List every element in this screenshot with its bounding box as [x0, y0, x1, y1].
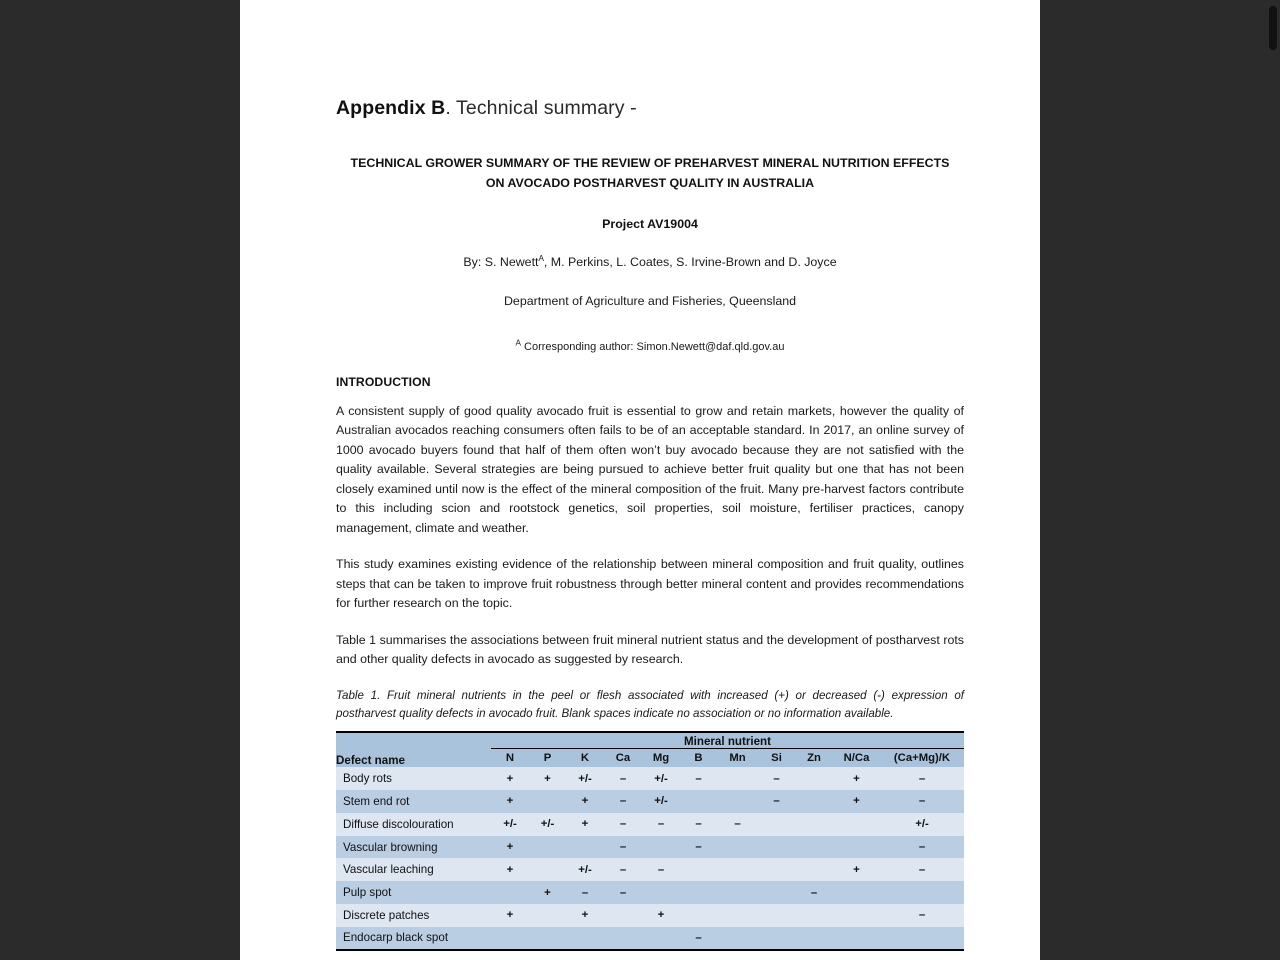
cell-p: [529, 790, 566, 813]
cell-n-ca: [833, 904, 880, 927]
cell-k: +/-: [566, 858, 604, 881]
column-header-mg: Mg: [642, 748, 680, 767]
page-content: [336, 0, 964, 951]
cell-p: [529, 836, 566, 859]
page-title: [336, 96, 964, 120]
cell-n-ca: +: [833, 767, 880, 790]
cell-ca-mg-k: –: [880, 904, 964, 927]
document-title-line-2: ON AVOCADO POSTHARVEST QUALITY IN AUSTRALIA: [485, 175, 815, 190]
cell-mn: [717, 836, 758, 859]
cell-ca: –: [604, 767, 642, 790]
cell-si: [758, 881, 795, 904]
corresponding-author-text: Corresponding author: Simon.Newett@daf.qld.gov.au: [520, 340, 785, 353]
cell-p: [529, 927, 566, 950]
document-title: [344, 154, 956, 192]
cell-n: +: [491, 904, 529, 927]
cell-b: –: [680, 767, 717, 790]
cell-b: [680, 858, 717, 881]
affiliation: Department of Agriculture and Fisheries, Queensland: [503, 293, 797, 308]
cell-mn: [717, 767, 758, 790]
cell-defect-name: Pulp spot: [336, 881, 491, 904]
cell-n-ca: +: [833, 858, 880, 881]
table-row: [336, 790, 964, 813]
cell-ca: –: [604, 836, 642, 859]
cell-mn: [717, 881, 758, 904]
appendix-label: Appendix B: [336, 97, 446, 119]
table-row: [336, 813, 964, 836]
cell-defect-name: Vascular browning: [336, 836, 491, 859]
cell-k: +: [566, 904, 604, 927]
cell-zn: [795, 904, 833, 927]
document-title-line-1: TECHNICAL GROWER SUMMARY OF THE REVIEW OF PREHARVEST MINERAL NUTRITION EFFECTS: [350, 156, 950, 171]
cell-k: [566, 836, 604, 859]
cell-defect-name: Vascular leaching: [336, 858, 491, 881]
cell-mg: [642, 881, 680, 904]
cell-ca: [604, 927, 642, 950]
column-header-n: N: [491, 748, 529, 767]
cell-b: –: [680, 927, 717, 950]
cell-ca-mg-k: –: [880, 858, 964, 881]
table-group-header-row: [336, 732, 964, 748]
cell-zn: [795, 858, 833, 881]
cell-ca-mg-k: –: [880, 836, 964, 859]
cell-zn: [795, 790, 833, 813]
table-row: [336, 904, 964, 927]
cell-zn: –: [795, 881, 833, 904]
cell-k: +/-: [566, 767, 604, 790]
cell-n: +/-: [491, 813, 529, 836]
cell-b: [680, 790, 717, 813]
column-header-p: P: [529, 748, 566, 767]
cell-mg: [642, 927, 680, 950]
cell-mg: +/-: [642, 767, 680, 790]
cell-mn: [717, 790, 758, 813]
cell-n: [491, 881, 529, 904]
cell-ca: –: [604, 813, 642, 836]
table-row: [336, 881, 964, 904]
cell-k: [566, 927, 604, 950]
cell-si: [758, 904, 795, 927]
column-header-n-ca: N/Ca: [833, 748, 880, 767]
author-byline: [336, 255, 964, 269]
corresponding-footnote-marker: A: [515, 338, 521, 348]
cell-k: –: [566, 881, 604, 904]
cell-n: +: [491, 790, 529, 813]
cell-n-ca: +: [833, 790, 880, 813]
cell-mg: –: [642, 858, 680, 881]
cell-zn: [795, 767, 833, 790]
cell-p: +/-: [529, 813, 566, 836]
cell-ca: –: [604, 858, 642, 881]
section-heading-introduction: INTRODUCTION: [336, 374, 431, 389]
cell-n: [491, 927, 529, 950]
table-head: [336, 732, 964, 767]
cell-n: +: [491, 858, 529, 881]
intro-paragraph-3: Table 1 summarises the associations between fruit mineral nutrient status and the development of postharvest rots and other quality defects in avocado as suggested by research.: [336, 632, 964, 666]
cell-n-ca: [833, 927, 880, 950]
column-header-ca: Ca: [604, 748, 642, 767]
cell-mg: –: [642, 813, 680, 836]
byline-footnote-marker: A: [538, 253, 544, 263]
cell-si: –: [758, 767, 795, 790]
appendix-title-rest: . Technical summary -: [445, 97, 637, 119]
column-header-mn: Mn: [717, 748, 758, 767]
cell-mn: [717, 927, 758, 950]
cell-defect-name: Discrete patches: [336, 904, 491, 927]
cell-defect-name: Stem end rot: [336, 790, 491, 813]
cell-b: [680, 881, 717, 904]
cell-n: +: [491, 767, 529, 790]
cell-defect-name: Body rots: [336, 767, 491, 790]
cell-mg: +: [642, 904, 680, 927]
cell-n-ca: [833, 813, 880, 836]
cell-n-ca: [833, 881, 880, 904]
cell-b: [680, 904, 717, 927]
project-code: Project AV19004: [602, 216, 698, 231]
cell-zn: [795, 813, 833, 836]
cell-si: [758, 927, 795, 950]
cell-zn: [795, 836, 833, 859]
cell-k: +: [566, 813, 604, 836]
cell-ca-mg-k: –: [880, 767, 964, 790]
column-header-si: Si: [758, 748, 795, 767]
table-row: [336, 858, 964, 881]
column-header-zn: Zn: [795, 748, 833, 767]
cell-mn: [717, 858, 758, 881]
cell-p: +: [529, 767, 566, 790]
cell-p: +: [529, 881, 566, 904]
cell-ca: –: [604, 790, 642, 813]
vertical-scrollbar[interactable]: [1266, 0, 1280, 960]
cell-si: [758, 836, 795, 859]
intro-paragraph-2: This study examines existing evidence of the relationship between mineral composition and fruit quality, outlines steps that can be taken to improve fruit robustness through better mineral content and provides recommendations for further research on the topic.: [336, 557, 964, 611]
cell-defect-name: Endocarp black spot: [336, 927, 491, 950]
table-body: [336, 767, 964, 949]
column-header-ca-mg-k: (Ca+Mg)/K: [880, 748, 964, 767]
column-header-b: B: [680, 748, 717, 767]
table-caption: Table 1. Fruit mineral nutrients in the peel or flesh associated with increased (+) or decreased (-) expression of postharvest quality defects in avocado fruit. Blank spaces indicate no association or no information available.: [336, 689, 964, 720]
byline-prefix: By: S. Newett: [463, 254, 539, 269]
cell-p: [529, 858, 566, 881]
cell-p: [529, 904, 566, 927]
intro-paragraph-1: A consistent supply of good quality avocado fruit is essential to grow and retain markets, however the quality of Australian avocados reaching consumers often fails to be of an acceptable standard. In 2017, an online survey of 1000 avocado buyers found that half of them often won’t buy avocado because they are not satisfied with the quality available. Several strategies are being pursued to achieve better fruit quality but one that has not been closely examined until now is the effect of the mineral composition of the fruit. Many pre-harvest factors contribute to this including scion and rootstock genetics, soil properties, soil moisture, fertiliser practices, canopy management, climate and weather.: [336, 403, 964, 535]
cell-ca: [604, 904, 642, 927]
cell-zn: [795, 927, 833, 950]
mineral-nutrient-table: [336, 731, 964, 950]
cell-defect-name: Diffuse discolouration: [336, 813, 491, 836]
cell-si: [758, 858, 795, 881]
table-row: [336, 767, 964, 790]
cell-ca-mg-k: –: [880, 790, 964, 813]
cell-si: –: [758, 790, 795, 813]
cell-ca-mg-k: +/-: [880, 813, 964, 836]
column-header-defect-name: Defect name: [336, 732, 491, 767]
cell-ca-mg-k: [880, 881, 964, 904]
table-row: [336, 836, 964, 859]
scrollbar-thumb[interactable]: [1269, 6, 1277, 50]
document-page: [240, 0, 1040, 960]
byline-rest: , M. Perkins, L. Coates, S. Irvine-Brown and D. Joyce: [543, 254, 837, 269]
cell-n-ca: [833, 836, 880, 859]
table-row: [336, 927, 964, 950]
cell-k: +: [566, 790, 604, 813]
cell-mg: +/-: [642, 790, 680, 813]
cell-mn: [717, 904, 758, 927]
cell-mg: [642, 836, 680, 859]
cell-si: [758, 813, 795, 836]
corresponding-author: [336, 338, 964, 353]
cell-mn: –: [717, 813, 758, 836]
cell-b: –: [680, 813, 717, 836]
column-header-k: K: [566, 748, 604, 767]
cell-ca-mg-k: [880, 927, 964, 950]
cell-n: +: [491, 836, 529, 859]
cell-b: –: [680, 836, 717, 859]
cell-ca: –: [604, 881, 642, 904]
column-group-header-mineral-nutrient: Mineral nutrient: [491, 732, 964, 748]
